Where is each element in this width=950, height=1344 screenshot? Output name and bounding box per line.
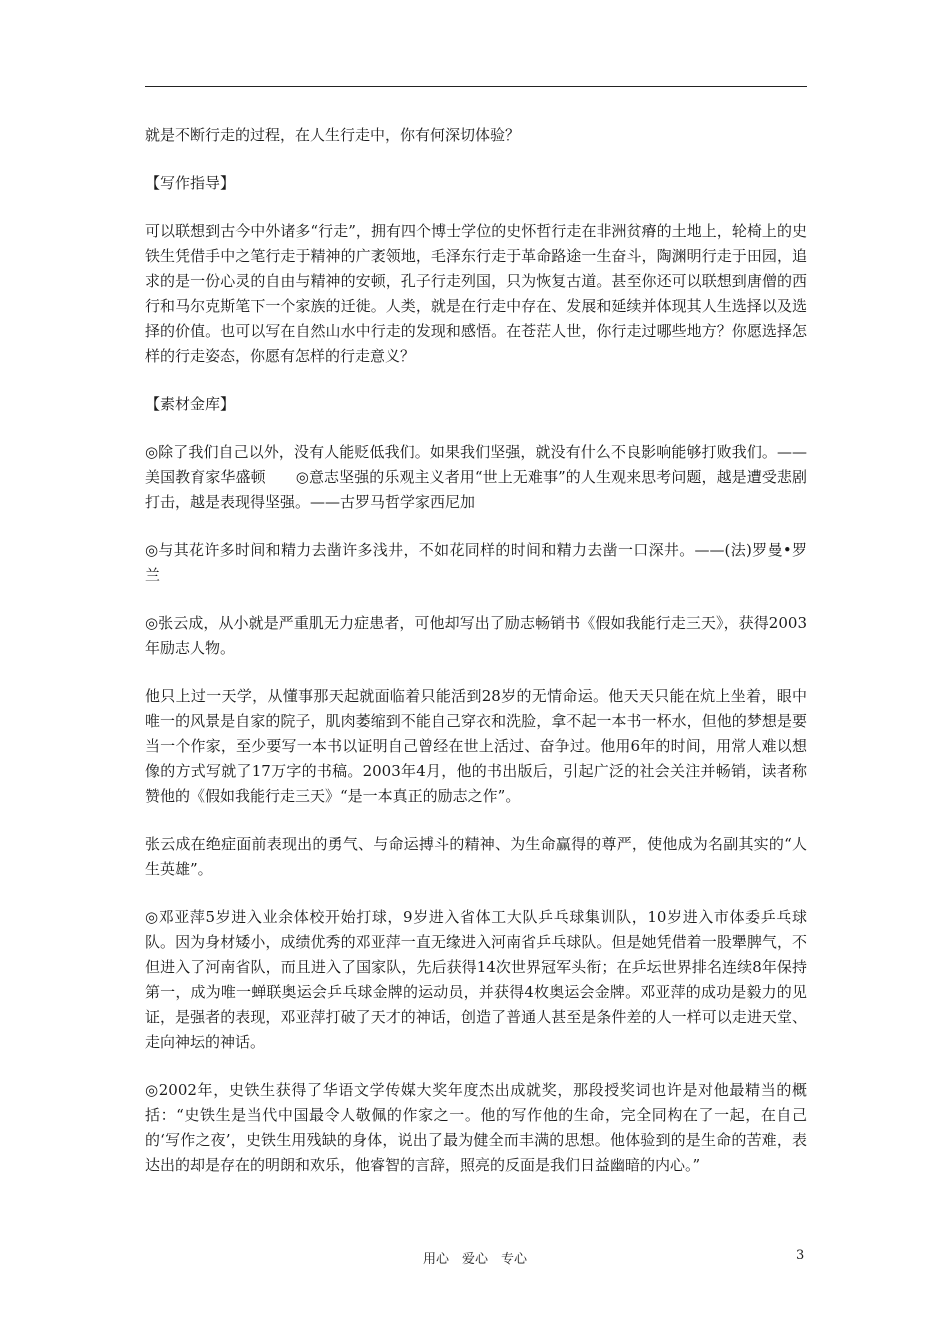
footer-motto: 用心 爱心 专心 bbox=[422, 1252, 527, 1267]
paragraph-deng-yaping: ◎邓亚萍5岁进入业余体校开始打球，9岁进入省体工大队乒乓球集训队，10岁进入市体委乒乓球队。因为身材矮小，成绩优秀的邓亚萍一直无缘进入河南省乒乓球队。但是她凭借着一股犟脾气，不但进入了河南省队，而且进入了国家队，先后获得14次世界冠军头衔；在乒坛世界排名连续8年保持第一，成为唯一蝉联奥运会乒乓球金牌的运动员，并获得4枚奥运会金牌。邓亚萍的成功是毅力的见证，是强者的表现，邓亚萍打破了天才的神话，创造了普通人甚至是条件差的人一样可以走进天堂、走向神坛的神话。 bbox=[145, 908, 807, 1051]
paragraph-zhang-yuncheng: ◎张云成，从小就是严重肌无力症患者，可他却写出了励志畅销书《假如我能行走三天》，获得2003年励志人物。 bbox=[145, 614, 807, 657]
heading-material-library: 【素材金库】 bbox=[145, 395, 236, 413]
paragraph-shi-tiesheng: ◎2002年，史铁生获得了华语文学传媒大奖年度杰出成就奖，那段授奖词也许是对他最精当的概括：“史铁生是当代中国最令人敬佩的作家之一。他的写作他的生命，完全同构在了一起，在自己的‘写作之夜’，史铁生用残缺的身体，说出了最为健全而丰满的思想。他体验到的是生命的苦难，表达出的却是存在的明朗和欢乐，他睿智的言辞，照亮的反面是我们日益幽暗的内心。” bbox=[145, 1081, 807, 1174]
paragraph-quotes: ◎除了我们自己以外，没有人能贬低我们。如果我们坚强，就没有什么不良影响能够打败我们。——美国教育家华盛顿 ◎意志坚强的乐观主义者用“世上无难事”的人生观来思考问题，越是遭受悲剧打击，越是表现得坚强。——古罗马哲学家西尼加 bbox=[145, 443, 807, 511]
paragraph-zhang-story: 他只上过一天学，从懂事那天起就面临着只能活到28岁的无情命运。他天天只能在炕上坐着，眼中唯一的风景是自家的院子，肌肉萎缩到不能自己穿衣和洗脸，拿不起一本书一杯水，但他的梦想是要当一个作家，至少要写一本书以证明自己曾经在世上活过、奋争过。他用6年的时间，用常人难以想像的方式写就了17万字的书稿。2003年4月，他的书出版后，引起广泛的社会关注并畅销，读者称赞他的《假如我能行走三天》“是一本真正的励志之作”。 bbox=[145, 687, 807, 805]
page-footer bbox=[0, 1248, 950, 1268]
paragraph-romain-rolland: ◎与其花许多时间和精力去凿许多浅井，不如花同样的时间和精力去凿一口深井。——(法)罗曼•罗兰 bbox=[145, 541, 807, 584]
page-number: 3 bbox=[796, 1248, 805, 1263]
paragraph-intro-tail: 就是不断行走的过程，在人生行走中，你有何深切体验？ bbox=[145, 126, 521, 144]
header-rule bbox=[145, 86, 807, 87]
heading-writing-guide: 【写作指导】 bbox=[145, 174, 236, 192]
paragraph-writing-guide: 可以联想到古今中外诸多“行走”，拥有四个博士学位的史怀哲行走在非洲贫瘠的土地上，轮椅上的史铁生凭借手中之笔行走于精神的广袤领地，毛泽东行走于革命路途一生奋斗，陶渊明行走于田园，追求的是一份心灵的自由与精神的安顿，孔子行走列国，只为恢复古道。甚至你还可以联想到唐僧的西行和马尔克斯笔下一个家族的迁徙。人类，就是在行走中存在、发展和延续并体现其人生选择以及选择的价值。也可以写在自然山水中行走的发现和感悟。在苍茫人世，你行走过哪些地方？你愿选择怎样的行走姿态，你愿有怎样的行走意义？ bbox=[145, 222, 807, 365]
paragraph-zhang-hero: 张云成在绝症面前表现出的勇气、与命运搏斗的精神、为生命赢得的尊严，使他成为名副其实的“人生英雄”。 bbox=[145, 835, 807, 878]
body-text bbox=[145, 123, 807, 1201]
